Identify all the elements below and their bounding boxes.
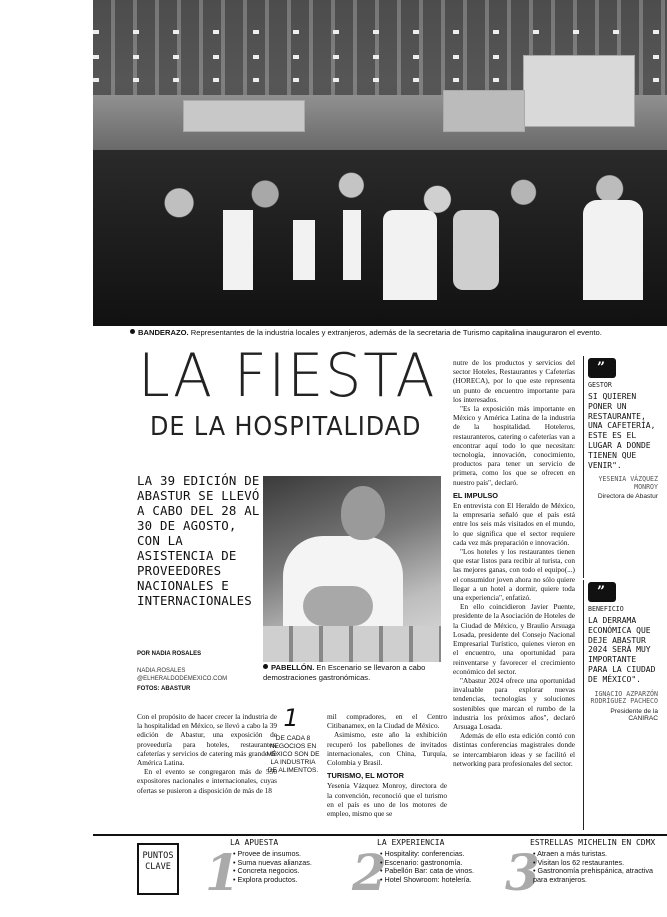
- fact-number: 1: [283, 704, 299, 732]
- paragraph: En ello coincidieron Javier Puente, presidente de la Asociación de Hoteles de la Ciudad de México, y Braulio Arsuaga Losada, presidente del Consejo Nacional Empresarial Turístico, quienes vieron en el encuentro, una oportunidad para reinventarse y favorecer el crecimiento económico del sector.: [453, 602, 575, 676]
- quote-box-1: [588, 358, 658, 501]
- paragraph: Yesenia Vázquez Monroy, directora de la convención, reconoció que el turismo en el país es uno de los motores de empleo, mismo que se: [327, 781, 447, 819]
- paragraph: Asimismo, este año la exhibición recuperó los pabellones de invitados internacionales, con China, Turquía, Colombia y Brasil.: [327, 730, 447, 768]
- lead-text: LA 39 EDICIÓN DE ABASTUR SE LLEVÓ A CABO DEL 28 AL 30 DE AGOSTO, CON LA ASISTENCIA DE PROVEEDORES NACIONALES E INTERNACIONALES: [137, 473, 260, 608]
- fact-text: DE CADA 8 NEGOCIOS EN MÉXICO SON DE LA INDUSTRIA DE ALIMENTOS.: [266, 735, 320, 774]
- quote-icon: ”: [588, 358, 616, 378]
- section-heading: TURISMO, EL MOTOR: [327, 771, 404, 781]
- key-points-label-line: CLAVE: [145, 862, 171, 872]
- paragraph: En el evento se congregaron más de 550 expositores nacionales e internacionales, cuyas ofertas se pusieron a disposición de más de 18: [137, 767, 277, 795]
- quote-name: YESENIA VÁZQUEZ MONROY: [598, 475, 658, 491]
- quote-box-2: [588, 582, 658, 723]
- caption-text: Representantes de la industria locales y extranjeros, además de la secretaria de Turismo capitalina inauguraron el evento.: [188, 328, 602, 337]
- paragraph: "Es la exposición más importante en México y América Latina de la industria de la hospitalidad. Hoteleros, restauranteros, catering o cafeterías van a encontrar aquí todo lo que necesitan: tecnología, innovación, conocimiento, productos para tener un servicio de primera, como los que se ofrecen en nuestro país", declaró.: [453, 404, 575, 487]
- photo-caption: [130, 328, 660, 338]
- list-item: • Explora productos.: [233, 876, 353, 885]
- key-point-title: ESTRELLAS MICHELIN EN CDMX: [530, 838, 656, 847]
- key-point-number: 1: [205, 843, 240, 902]
- list-item: • Hotel Showroom: hotelería.: [380, 876, 510, 885]
- list-item: • Atraen a más turistas.: [533, 850, 661, 859]
- list-item: • Gastronomía prehispánica, atractiva para extranjeros.: [533, 867, 661, 884]
- quote-icon: ”: [588, 582, 616, 602]
- quote-label: BENEFICIO: [588, 605, 624, 613]
- paragraph: Además de ello esta edición contó con distintas conferencias magistrales donde se intercambiaron ideas y se facilitó el networking para profesionales del sector.: [453, 731, 575, 768]
- key-points-label-line: PUNTOS: [142, 851, 174, 861]
- paragraph: "Los hoteles y los restaurantes tienen que estar listos para recibir al turista, con las mejores ganas, con todo el equipo(...) el consumidor joven ahora no sólo quiere llegar a un hotel a dormir, quiere toda una experiencia", enfatizó.: [453, 547, 575, 603]
- key-points-label: [137, 843, 179, 895]
- caption-label: PABELLÓN.: [271, 663, 315, 672]
- byline-email: [137, 667, 262, 683]
- subheadline: DE LA HOSPITALIDAD: [150, 412, 422, 442]
- list-item: • Hospitality: conferencias.: [380, 850, 510, 859]
- quote-rule: [583, 356, 584, 578]
- key-point-number: 2: [352, 843, 387, 902]
- chef-caption: [263, 663, 443, 683]
- list-item: • Provee de insumos.: [233, 850, 353, 859]
- bullet-icon: [130, 329, 135, 334]
- headline: LA FIESTA: [138, 341, 437, 411]
- photo-credit: FOTOS: ABASTUR: [137, 686, 191, 692]
- quote-text: SI QUIEREN PONER UN RESTAURANTE, UNA CAFETERÍA, ESTE ES EL LUGAR A DONDE TIENEN QUE VENIR".: [588, 392, 656, 470]
- key-point-list: [380, 850, 510, 885]
- article-column-1: [137, 712, 277, 795]
- list-item: • Escenario: gastronomía.: [380, 859, 510, 868]
- key-point-number: 3: [505, 843, 540, 902]
- chef-photo: [263, 476, 441, 662]
- list-item: • Concreta negocios.: [233, 867, 353, 876]
- email-line: NADIA.ROSALES: [137, 668, 186, 674]
- key-point-title: LA EXPERIENCIA: [377, 838, 445, 847]
- article-column-3: [453, 358, 575, 768]
- section-heading: EL IMPULSO: [453, 490, 499, 500]
- list-item: • Pabellón Bar: cata de vinos.: [380, 867, 510, 876]
- quote-role: Presidente de la CANIRAC: [610, 707, 658, 723]
- event-photo: [93, 0, 667, 326]
- paragraph: nutre de los productos y servicios del sector Hoteles, Restaurantes y Cafeterías (HORECA), por lo que este representa un punto de encuentro importante para los interesados.: [453, 358, 575, 404]
- caption-label: BANDERAZO.: [138, 328, 189, 337]
- list-item: • Visitan los 62 restaurantes.: [533, 859, 661, 868]
- key-point-title: LA APUESTA: [230, 838, 279, 847]
- paragraph: Con el propósito de hacer crecer la industria de la hospitalidad en México, se llevó a cabo la 39 edición de Abastur, una exposición de proveeduría para hoteles, restaurantes, cafeterías y servicios de catering más grande de América Latina.: [137, 712, 277, 768]
- list-item: • Suma nuevas alianzas.: [233, 859, 353, 868]
- quote-rule: [583, 580, 584, 830]
- article-column-2: [327, 712, 447, 818]
- caption-text: En Escenario se llevaron a cabo demostraciones gastronómicas.: [263, 663, 426, 682]
- key-point-list: [533, 850, 661, 885]
- paragraph: mil compradores, en el Centro Citibanamex, en la Ciudad de México.: [327, 712, 447, 731]
- quote-text: LA DERRAMA ECONÓMICA QUE DEJE ABASTUR 2024 SERÁ MUY IMPORTANTE PARA LA CIUDAD DE MÉXICO".: [588, 616, 656, 684]
- key-point-list: [233, 850, 353, 885]
- quote-role: Directora de Abastur: [597, 493, 658, 501]
- quote-name: IGNACIO AZPARZÓN RODRÍGUEZ PACHECO: [590, 689, 658, 706]
- paragraph: "Abastur 2024 ofrece una oportunidad invaluable para explorar nuevas tendencias, tecnologías y soluciones sostenibles que marcan el rumbo de la industria los próximos años", declaró Arsuaga Losada.: [453, 675, 575, 731]
- quote-label: GESTOR: [588, 381, 612, 389]
- byline-author: POR NADIA ROSALES: [137, 651, 202, 657]
- email-line: @ELHERALDODEMEXICO.COM: [137, 676, 228, 682]
- bullet-icon: [263, 664, 268, 669]
- paragraph: En entrevista con El Heraldo de México, la empresaria señaló que el país está entre los seis más visitados en el mundo, lo que significa que el sector requiere cada vez más preparación e innovación.: [453, 501, 575, 547]
